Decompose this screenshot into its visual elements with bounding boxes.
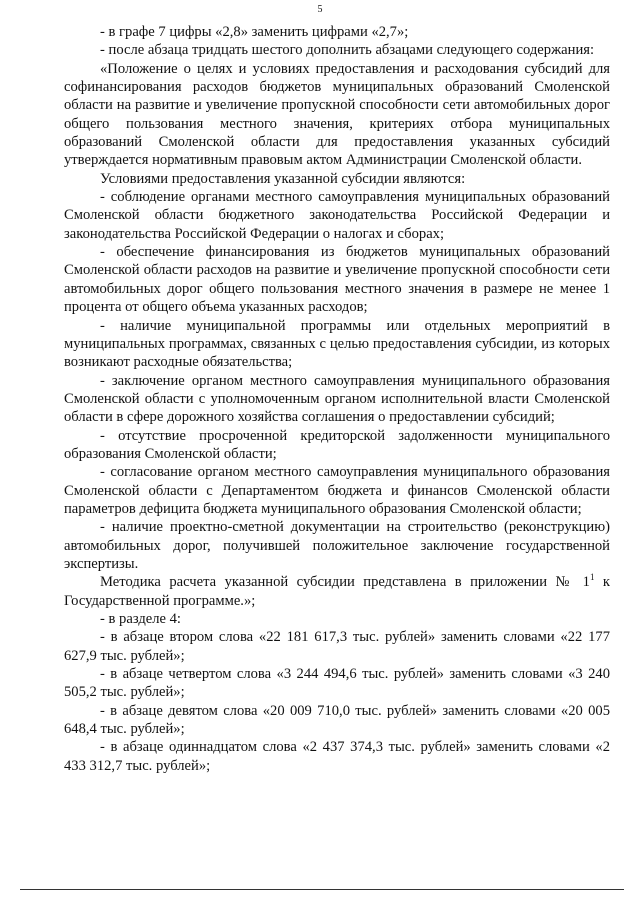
methodology-superscript: 1	[589, 572, 595, 583]
page-number: 5	[317, 4, 323, 15]
condition-no-overdue-debt: - отсутствие просроченной кредиторской задолженности муниципального образования Смоленской области;	[64, 427, 610, 462]
item-after-paragraph: - после абзаца тридцать шестого дополнить абзацами следующего содержания:	[100, 42, 595, 59]
amendment-paragraph-9: - в абзаце девятом слова «20 009 710,0 тыс. рублей» заменить словами «20 005 648,4 тыс. рублей»;	[64, 702, 610, 738]
methodology-paragraph	[64, 573, 610, 610]
methodology-text-end: к Государственной программе.»;	[64, 574, 610, 609]
condition-budget-law: - соблюдение органами местного самоуправления муниципальных образований Смоленской области бюджетного законодательства Российской Федерации и законодательства Российской Федерации о налогах и сборах;	[64, 189, 610, 242]
amendment-paragraph-2: - в абзаце втором слова «22 181 617,3 тыс. рублей» заменить словами «22 177 627,9 тыс. рублей»;	[64, 629, 610, 664]
condition-agreement: - заключение органом местного самоуправления муниципального образования Смоленской области с уполномоченным органом исполнительной власти Смоленской области в сфере дорожного хозяйства соглашения о предоставлении субсидий;	[64, 372, 610, 426]
item-column-7: - в графе 7 цифры «2,8» заменить цифрами «2,7»;	[100, 24, 409, 40]
conditions-intro: Условиями предоставления указанной субсидии являются:	[100, 170, 466, 187]
document-body	[64, 23, 610, 775]
condition-design-documentation: - наличие проектно-сметной документации на строительство (реконструкцию) автомобильных дорог, получившей положительное заключение государственной экспертизы.	[64, 519, 610, 572]
amendment-paragraph-4: - в абзаце четвертом слова «3 244 494,6 тыс. рублей» заменить словами «3 240 505,2 тыс. рублей»;	[64, 666, 610, 701]
item-section-4: - в разделе 4:	[100, 611, 181, 627]
condition-municipal-program: - наличие муниципальной программы или отдельных мероприятий в муниципальных программах, связанных с целью предоставления субсидии, из которых возникают расходные обязательства;	[64, 317, 610, 371]
bottom-rule	[20, 889, 624, 890]
provision-paragraph: «Положение о целях и условиях предоставления и расходования субсидий для софинансирования расходов бюджетов муниципальных образований Смоленской области на развитие и увеличение пропускной способности сети автомобильных дорог общего пользования местного значения, критериях отбора муниципальных образований Смоленской области для предоставления указанных субсидий утверждается нормативным правовым актом Администрации Смоленской области.	[64, 60, 610, 169]
condition-deficit-approval: - согласование органом местного самоуправления муниципального образования Смоленской области с Департаментом бюджета и финансов Смоленской области параметров дефицита бюджета муниципального образования Смоленской области;	[64, 464, 610, 517]
methodology-text: Методика расчета указанной субсидии представлена в приложении № 1	[100, 574, 590, 591]
condition-financing: - обеспечение финансирования из бюджетов муниципальных образований Смоленской области расходов на развитие и увеличение пропускной способности сети автомобильных дорог общего пользования местного значения в размере не менее 1 процента от общего объема указанных расходов;	[64, 244, 610, 316]
amendment-paragraph-11: - в абзаце одиннадцатом слова «2 437 374,3 тыс. рублей» заменить словами «2 433 312,7 тыс. рублей»;	[64, 739, 610, 774]
